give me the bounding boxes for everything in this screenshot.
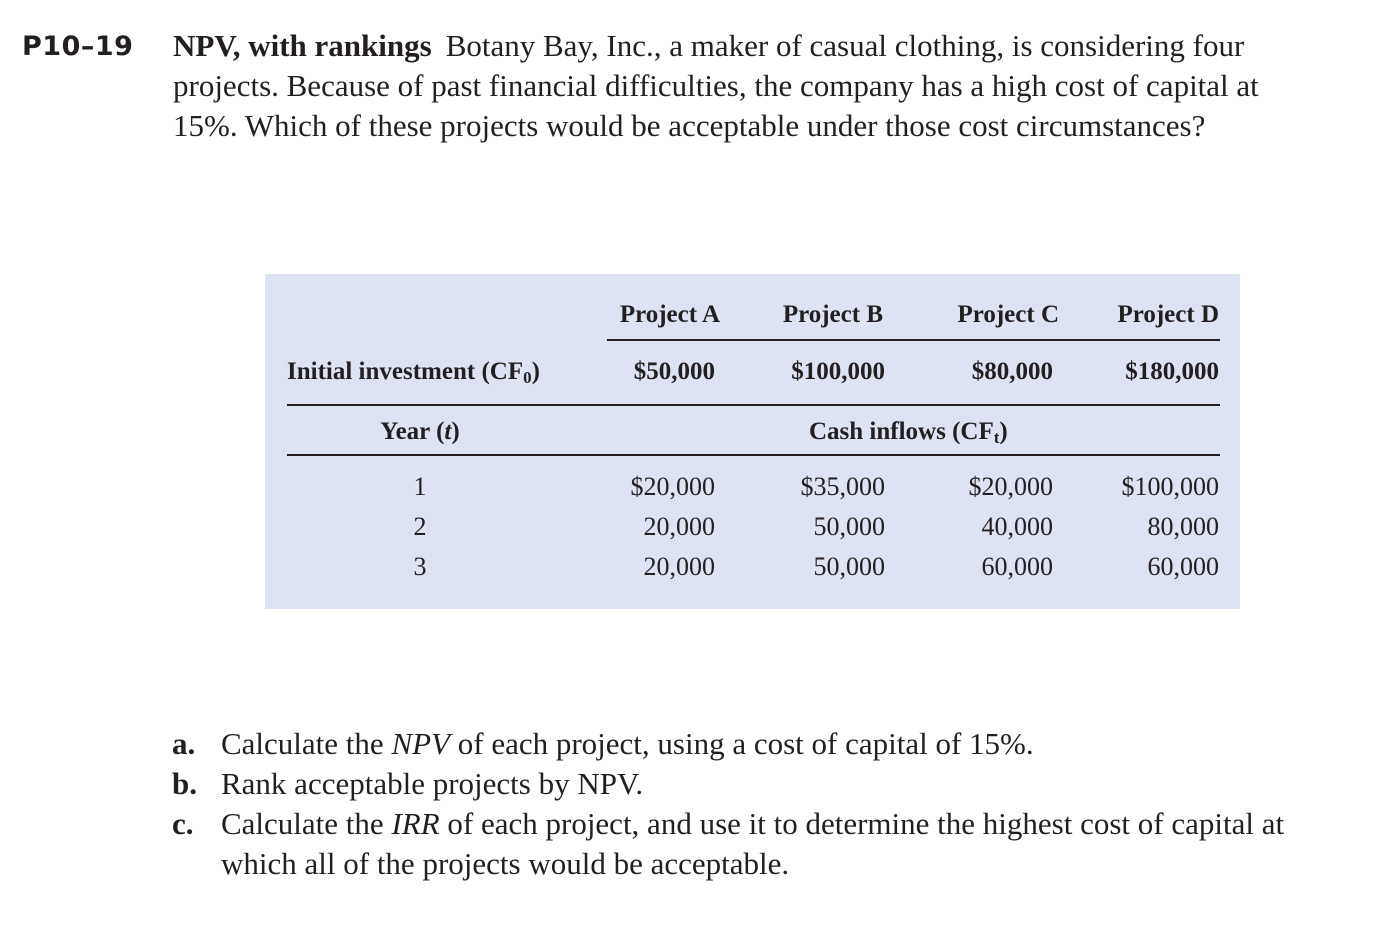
cash-d-year-3: 60,000: [1147, 552, 1219, 581]
problem-statement-block: [173, 26, 1313, 146]
year-3: 3: [413, 552, 427, 581]
header-project-a: Project A: [619, 301, 720, 328]
cash-c-year-3: 60,000: [981, 552, 1053, 581]
cash-b-year-1: $35,000: [800, 472, 885, 501]
cash-d-year-2: 80,000: [1147, 512, 1219, 541]
problem-title: NPV, with rankings: [173, 28, 432, 63]
cash-c-year-1: $20,000: [968, 472, 1053, 501]
investment-project-a: $50,000: [633, 358, 715, 385]
investment-project-b: $100,000: [791, 358, 885, 385]
initial-investment-label: Initial investment $(CF_0)$: [287, 358, 540, 387]
part-b: b. Rank acceptable projects by NPV.: [172, 764, 1322, 804]
part-a-label: a.: [172, 726, 196, 761]
part-c: c. Calculate the IRR of each project, and use it to determine the highest cost of capital at which all of the projects would be acceptable.: [172, 806, 1285, 881]
investment-project-c: $80,000: [971, 358, 1053, 385]
part-c-label: c.: [172, 806, 194, 841]
cash-a-year-1: $20,000: [630, 472, 715, 501]
investment-rule: [287, 404, 1220, 406]
cash-flow-table: [265, 274, 1240, 609]
cash-inflows-header: Cash inflows $(CF_t)$: [809, 418, 1008, 447]
header-project-c: Project C: [957, 301, 1059, 328]
header-project-d: Project D: [1117, 301, 1219, 328]
investment-project-d: $180,000: [1125, 358, 1219, 385]
subheader-rule: [287, 454, 1220, 456]
year-1: 1: [413, 472, 427, 501]
cash-c-year-2: 40,000: [981, 512, 1053, 541]
year-2: 2: [413, 512, 427, 541]
part-a: a. Calculate the NPV of each project, using a cost of capital of 15%.: [172, 724, 1322, 764]
cash-a-year-3: 20,000: [643, 552, 715, 581]
problem-statement: Botany Bay, Inc., a maker of casual clothing, is considering four projects. Because of past financial difficulties, the company has a high cost of capital at 15%. Which of these projects would be acceptable under those cost circumstances?: [173, 28, 1259, 143]
cash-b-year-2: 50,000: [813, 512, 885, 541]
question-parts: [172, 724, 1322, 884]
cash-a-year-2: 20,000: [643, 512, 715, 541]
part-b-label: b.: [172, 766, 197, 801]
cash-d-year-1: $100,000: [1121, 472, 1219, 501]
year-header: Year (t): [380, 418, 460, 445]
cash-b-year-3: 50,000: [813, 552, 885, 581]
header-rule: [607, 339, 1220, 341]
header-project-b: Project B: [782, 301, 883, 328]
problem-number: P10–19: [22, 31, 134, 62]
